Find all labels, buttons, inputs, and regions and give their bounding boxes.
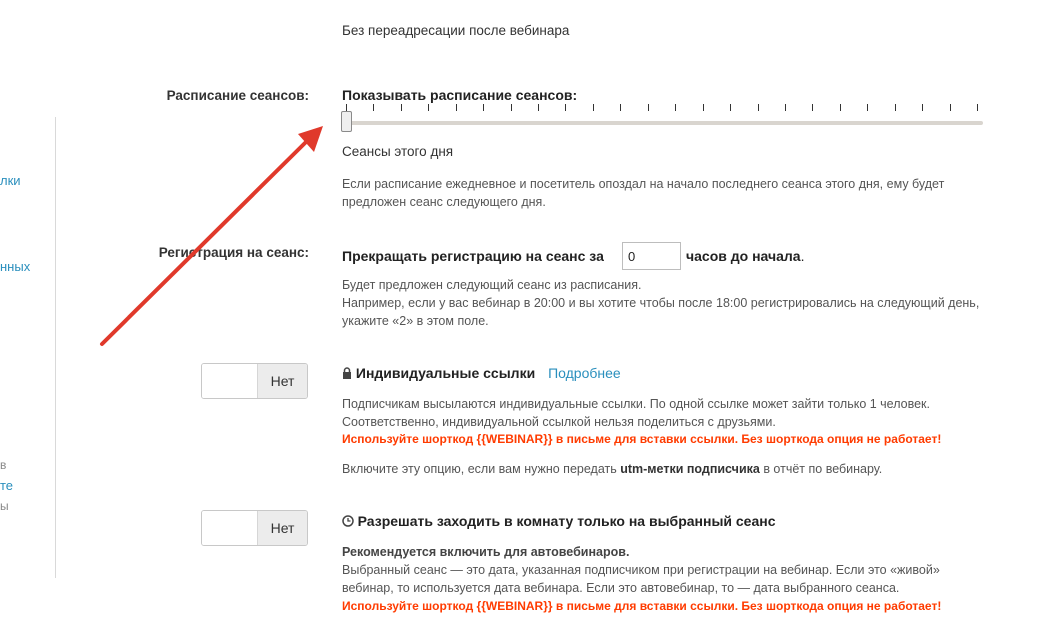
schedule-description: Если расписание ежедневное и посетитель опоздал на начало последнего сеанса этого дня, ему будет предложен сеанс следующего дня. [342,177,945,209]
selected-session-warning: Используйте шорткод {{WEBINAR}} в письме для вставки ссылки. Без шорткода опция не работает! [342,599,942,613]
individual-links-warning: Используйте шорткод {{WEBINAR}} в письме для вставки ссылки. Без шорткода опция не работает! [342,432,942,446]
utm-suffix: в отчёт по вебинару. [759,462,883,476]
sidebar-item-fragment-4[interactable]: те [0,478,14,493]
registration-label: Регистрация на сеанс: [158,245,309,260]
slider-value-label: Сеансы этого дня [342,144,454,159]
utm-bold: utm-метки подписчика [620,462,760,476]
schedule-title: Показывать расписание сеансов: [342,87,578,103]
individual-links-title: Индивидуальные ссылки [355,365,536,381]
more-link[interactable]: Подробнее [548,365,621,381]
registration-suffix-text: часов до начала [686,248,801,264]
individual-links-description: Подписчикам высылаются индивидуальные ссылки. По одной ссылке может зайти только 1 человек. Соответственно, индивидуальной ссылкой нельзя поделиться с друзьями. [342,397,930,429]
selected-session-title: Разрешать заходить в комнату только на выбранный сеанс [357,513,776,529]
schedule-label: Расписание сеансов: [166,88,309,103]
registration-desc-line1: Будет предложен следующий сеанс из расписания. [342,278,642,292]
toggle-state-label: Нет [258,364,307,398]
sidebar-item-fragment-1[interactable]: лки [0,173,21,188]
selected-session-recommend: Рекомендуется включить для автовебинаров. [342,545,630,559]
sidebar-item-fragment-2[interactable]: нных [0,259,31,274]
toggle-state-label: Нет [258,511,307,545]
redirect-option-text: Без переадресации после вебинара [342,23,570,38]
utm-prefix: Включите эту опцию, если вам нужно передать [342,462,621,476]
sidebar-text-fragment-3: в [0,458,7,472]
registration-title-prefix: Прекращать регистрацию на сеанс за [342,248,604,264]
sidebar-text-fragment-5: ы [0,499,9,513]
registration-desc-line2: Например, если у вас вебинар в 20:00 и вы хотите чтобы после 18:00 регистрировались на следующий день, укажите «2» в этом поле. [342,296,980,328]
registration-suffix-dot: . [800,248,805,264]
selected-session-description: Выбранный сеанс — это дата, указанная подписчиком при регистрации на вебинар. Если это «живой» вебинар, то используется дата вебинара. Если это автовебинар, то — дата выбранного сеанса. [342,563,940,595]
